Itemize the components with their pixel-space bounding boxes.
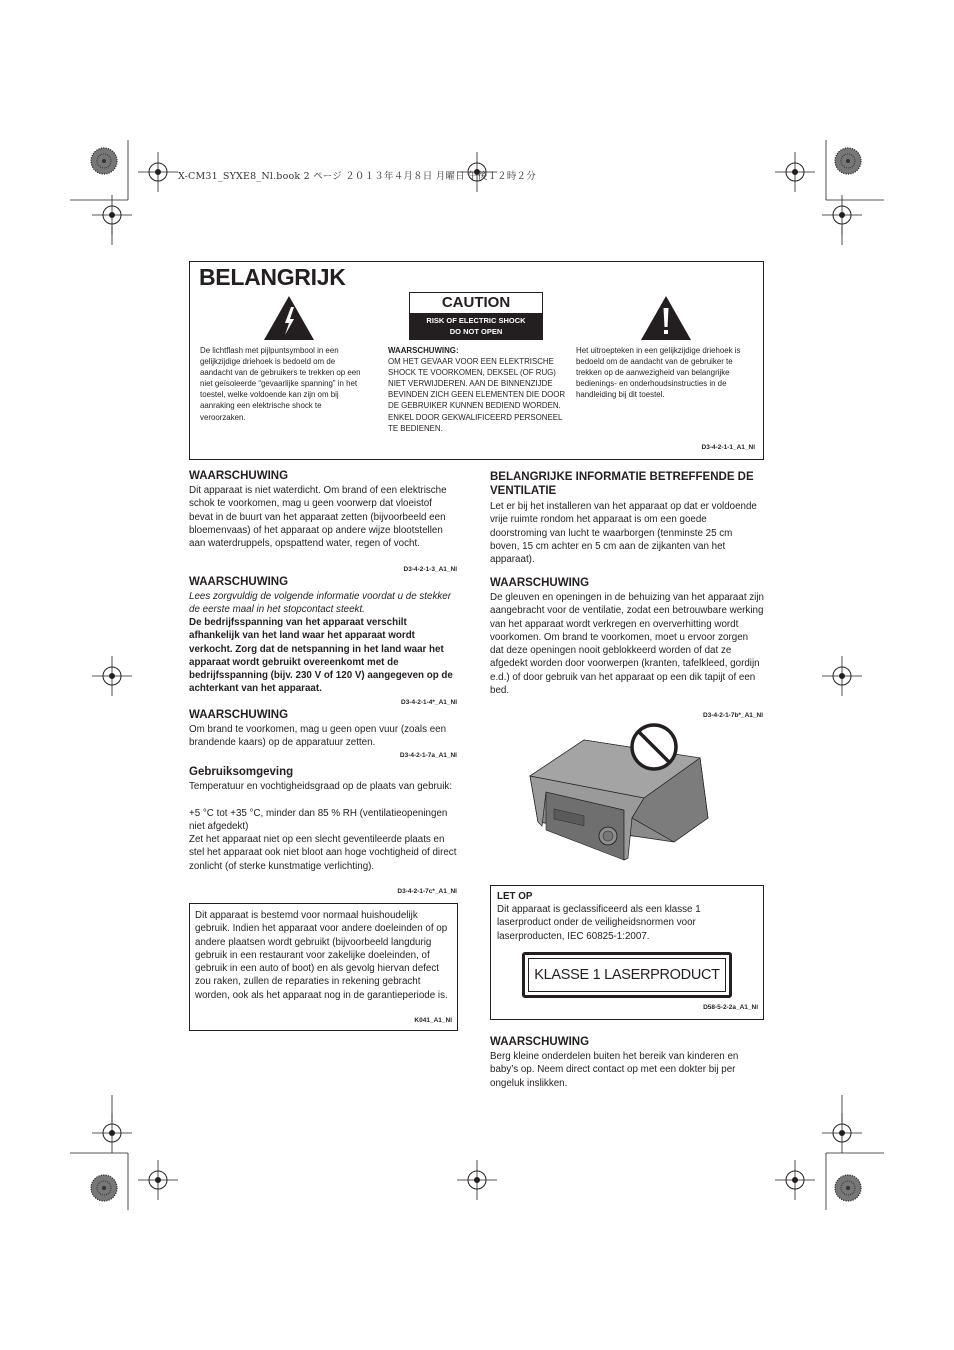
laser-product-label	[522, 952, 732, 998]
important-box	[189, 261, 764, 460]
openings-warning-heading: WAARSCHUWING	[490, 577, 590, 589]
caution-sub-line-1: RISK OF ELECTRIC SHOCK	[426, 316, 526, 325]
environment-line-1: Temperatuur en vochtigheidsgraad op de plaats van gebruik:	[189, 781, 453, 792]
exclamation-warning-icon	[640, 295, 692, 341]
openings-warning-code: D3-4-2-1-7b*_A1_Nl	[703, 712, 763, 719]
caution-title: CAUTION	[441, 294, 511, 311]
waterproof-warning-body: Dit apparaat is niet waterdicht. Om brand of een elektrische schok te voorkomen, mag u geen voorwerp dat vloeistof bevat in de buurt van het apparaat zetten (bijvoorbeeld een bloemenvaas) of het apparaat op andere wijze blootstellen aan waterdruppels, opspattend water, regen of vocht.	[189, 485, 447, 550]
lightning-symbol-text: De lichtflash met pijlpuntsymbool in een gelijkzijdige driehoek is bedoeld om de aandacht van de gebruikers te trekken op een niet geïsoleerde “gevaarlijke spanning” in het toestel, welke voldoende kan zijn om bij aanraking een elektrische shock te veroorzaken.	[200, 346, 361, 422]
ventilation-heading: BELANGRIJKE INFORMATIE BETREFFENDE DE VENTILATIE	[490, 471, 754, 497]
voltage-warning-code: D3-4-2-1-4*_A1_Nl	[401, 699, 457, 706]
fire-warning-heading: WAARSCHUWING	[189, 709, 289, 721]
caution-subtitle	[410, 313, 542, 339]
important-box-code: D3-4-2-1-1_A1_Nl	[701, 444, 755, 451]
voltage-warning-intro: Lees zorgvuldig de volgende informatie voordat u de stekker de eerste maal in het stopcontact steekt.	[189, 591, 451, 616]
household-use-body: Dit apparaat is bestemd voor normaal huishoudelijk gebruik. Indien het apparaat voor andere doeleinden of op andere plaatsen wordt gebruikt (bijvoorbeeld langdurig gebruik in een restaurant voor zakelijke doeleinden, of gebruik in een auto of boot) en als gevolg hiervan defect zou raken, zullen de reparaties in rekening gebracht worden, ook als het apparaat nog in de garantieperiode is.	[195, 910, 448, 1001]
voltage-warning-body: De bedrijfsspanning van het apparaat verschilt afhankelijk van het land waar het apparaat wordt verkocht. Zorg dat de netspanning in het land waar het apparaat wordt gebruikt overeenkomt met de bedrijfsspanning (bijv. 230 V of 120 V) aangegeven op de achterkant van het apparaat.	[189, 617, 453, 695]
laser-caution-heading: LET OP	[497, 891, 533, 902]
caution-warning-text	[388, 345, 568, 434]
fire-warning-code: D3-4-2-1-7a_A1_Nl	[399, 752, 457, 759]
environment-code: D3-4-2-1-7c*_A1_Nl	[397, 888, 457, 895]
caution-warning-body: OM HET GEVAAR VOOR EEN ELEKTRISCHE SHOCK TE VOORKOMEN, DEKSEL (OF RUG) NIET VERWIJDEREN. AAN DE BINNENZIJDE BEVINDEN ZICH GEEN ELEMENTEN DIE DOOR DE GEBRUIKER KUNNEN BEDIEND WORDEN. ENKEL DOOR GEKWALIFICEERD PERSONEEL TE BEDIENEN.	[388, 357, 566, 433]
fire-warning-body: Om brand te voorkomen, mag u geen open vuur (zoals een brandende kaars) op de apparatuur zetten.	[189, 724, 447, 749]
openings-warning-body: De gleuven en openingen in de behuizing van het apparaat zijn aangebracht voor de ventilatie, zodat een betrouwbare werking van het apparaat wordt verkregen en oververhitting wordt voorkomen. Om brand te voorkomen, moet u ervoor zorgen dat deze openingen nooit geblokkeerd worden of dat ze afgedekt worden door voorwerpen (kranten, tafelkleed, gordijn e.d.) of door gebruik van het apparaat op een dik tapijt of een bed.	[490, 592, 764, 697]
small-parts-warning-body: Berg kleine onderdelen buiten het bereik van kinderen en baby’s op. Neem direct contact op met een dokter bij per ongeluk inslikken.	[490, 1051, 739, 1089]
environment-heading: Gebruiksomgeving	[189, 766, 294, 778]
waterproof-warning-code: D3-4-2-1-3_A1_Nl	[403, 566, 457, 573]
caution-sub-line-2: DO NOT OPEN	[449, 327, 503, 336]
waterproof-warning-heading: WAARSCHUWING	[189, 470, 289, 482]
covered-device-illustration	[524, 718, 724, 868]
important-title: BELANGRIJK	[199, 264, 346, 290]
environment-line-2: +5 °C tot +35 °C, minder dan 85 % RH (ventilatieopeningen niet afgedekt)	[189, 808, 448, 833]
laser-caution-body: Dit apparaat is geclassificeerd als een klasse 1 laserproduct onder de veiligheidsnormen voor laserproducten, IEC 60825-1:2007.	[497, 904, 701, 942]
book-header-line: X-CM31_SYXE8_Nl.book 2 ページ ２０１３年４月８日 月曜日 午後１２時２分	[178, 171, 536, 182]
caution-label	[409, 292, 543, 340]
small-parts-warning-heading: WAARSCHUWING	[490, 1036, 590, 1048]
environment-line-3: Zet het apparaat niet op een slecht geventileerde plaats en stel het apparaat ook niet bloot aan hoge vochtigheid of direct zonlicht (of sterke kunstmatige verlichting).	[189, 834, 457, 872]
household-use-code: K041_A1_Nl	[414, 1017, 452, 1024]
household-use-box	[189, 903, 458, 1031]
laser-caution-code: D58-5-2-2a_A1_Nl	[703, 1004, 758, 1011]
exclamation-symbol-text: Het uitroepteken in een gelijkzijdige driehoek is bedoeld om de aandacht van de gebruiker te trekken op de aanwezigheid van belangrijke bedienings- en onderhoudsinstructies in de handleiding bij dit toestel.	[576, 346, 741, 400]
lightning-warning-icon	[263, 295, 315, 341]
laser-product-label-text: KLASSE 1 LASERPRODUCT	[528, 958, 726, 992]
voltage-warning-heading: WAARSCHUWING	[189, 576, 289, 588]
caution-warning-label: WAARSCHUWING:	[388, 346, 459, 355]
ventilation-body: Let er bij het installeren van het apparaat op dat er voldoende vrije ruimte rondom het apparaat is om een goede doorstroming van lucht te waarborgen (tenminste 25 cm boven, 15 cm achter en 5 cm aan de zijkanten van het apparaat).	[490, 501, 757, 566]
